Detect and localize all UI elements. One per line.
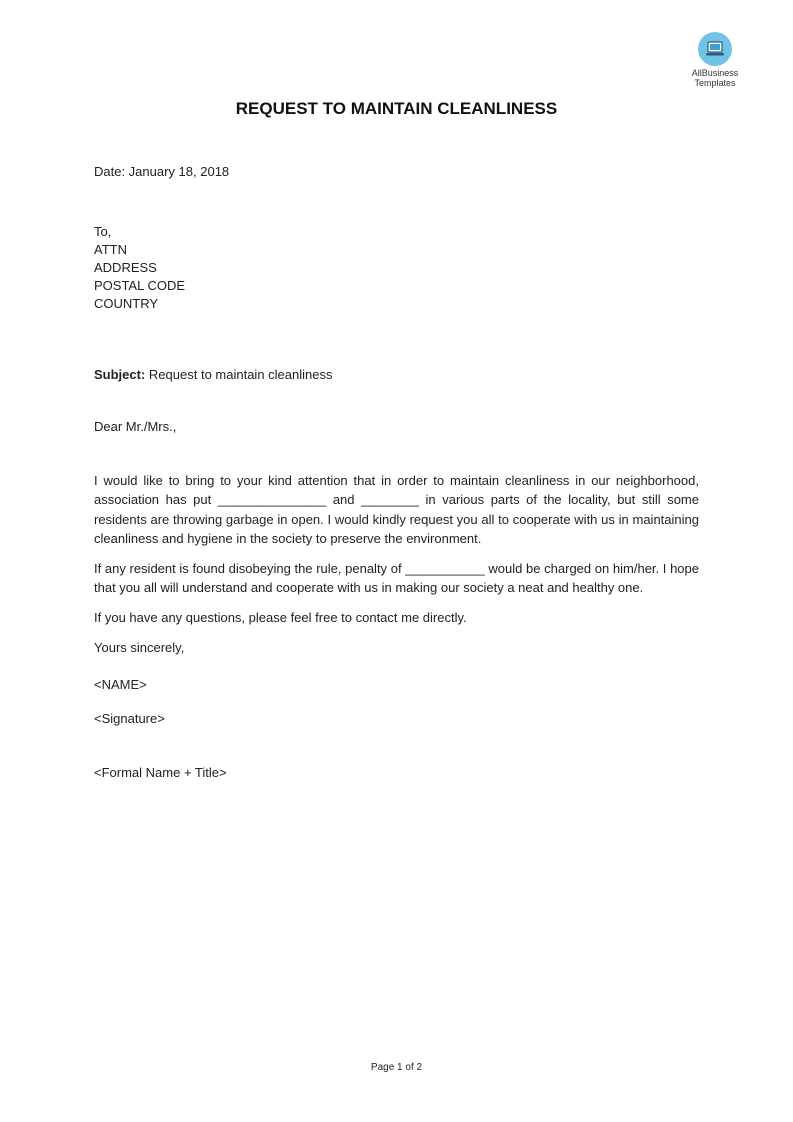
page-number: Page 1 of 2	[370, 1062, 423, 1073]
recipient-postal-code: POSTAL CODE	[94, 278, 186, 293]
laptop-icon	[698, 32, 732, 66]
body-paragraph-1: I would like to bring to your kind attention that in order to maintain cleanliness in our neighborhood, association has put _______________ and ________ in various parts of the locality, but still some residents are throwing garbage in open. I would kindly request you all to cooperate with us in maintaining cleanliness and hygiene in the society to preserve the environment.	[94, 473, 699, 546]
brand-logo-text	[680, 68, 750, 88]
recipient-to: To,	[94, 224, 112, 239]
closing: Yours sincerely,	[94, 640, 185, 655]
brand-logo-line1: AllBusiness	[691, 68, 739, 78]
subject-line	[94, 366, 332, 384]
formal-name-placeholder: <Formal Name + Title>	[94, 765, 227, 780]
body-paragraph-2: If any resident is found disobeying the rule, penalty of ___________ would be charged on him/her. I hope that you all will understand and cooperate with us in making our society a neat and healthy one.	[94, 561, 699, 596]
subject-text: Request to maintain cleanliness	[148, 367, 333, 382]
name-placeholder: <NAME>	[94, 677, 147, 692]
body-paragraph-3: If you have any questions, please feel free to contact me directly.	[94, 610, 467, 625]
salutation: Dear Mr./Mrs.,	[94, 419, 177, 434]
brand-logo	[680, 32, 750, 88]
date-line: Date: January 18, 2018	[94, 164, 230, 179]
brand-logo-line2: Templates	[694, 78, 736, 88]
subject-label: Subject:	[94, 367, 146, 382]
recipient-address: ADDRESS	[94, 260, 157, 275]
recipient-country: COUNTRY	[94, 296, 159, 311]
signature-placeholder: <Signature>	[94, 711, 165, 726]
page-title: REQUEST TO MAINTAIN CLEANLINESS	[235, 99, 558, 118]
recipient-attn: ATTN	[94, 242, 127, 257]
